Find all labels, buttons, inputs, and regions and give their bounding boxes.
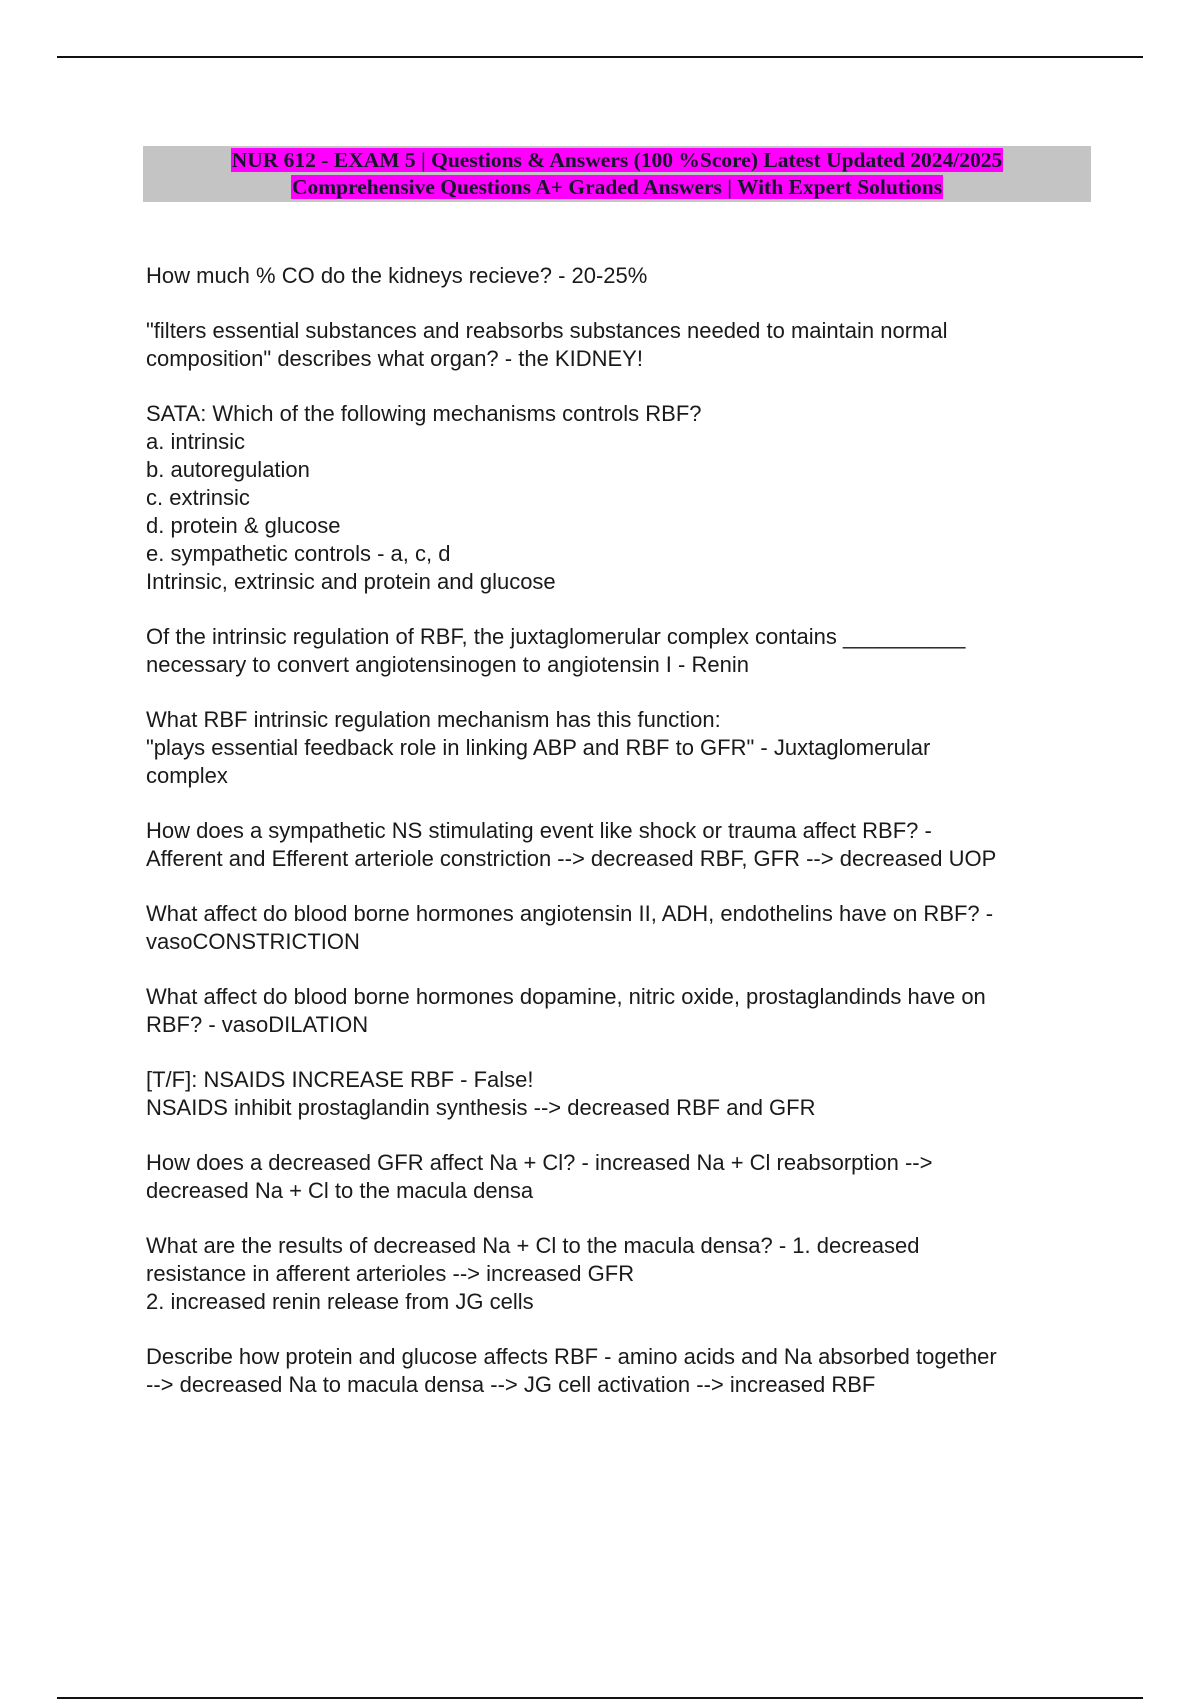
qa-line: c. extrinsic [146, 485, 250, 510]
qa-item [146, 623, 1096, 679]
document-title-banner [143, 146, 1091, 202]
qa-line: NSAIDS inhibit prostaglandin synthesis --> decreased RBF and GFR [146, 1095, 816, 1120]
qa-line: a. intrinsic [146, 429, 246, 454]
qa-line: Afferent and Efferent arteriole constriction --> decreased RBF, GFR --> decreased UOP [146, 846, 997, 871]
qa-line: 2. increased renin release from JG cells [146, 1289, 534, 1314]
qa-line: Describe how protein and glucose affects RBF - amino acids and Na absorbed together [146, 1344, 997, 1369]
qa-item [146, 706, 1096, 790]
title-line-1: NUR 612 - EXAM 5 | Questions & Answers (100 %Score) Latest Updated 2024/2025 [231, 148, 1003, 172]
qa-item [146, 1149, 1096, 1205]
qa-item [146, 262, 1096, 290]
qa-line: decreased Na + Cl to the macula densa [146, 1178, 534, 1203]
qa-line: What affect do blood borne hormones angiotensin II, ADH, endothelins have on RBF? - [146, 901, 994, 926]
qa-line: necessary to convert angiotensinogen to angiotensin I - Renin [146, 652, 749, 677]
top-rule [57, 56, 1143, 58]
qa-item [146, 900, 1096, 956]
qa-line: What are the results of decreased Na + Cl to the macula densa? - 1. decreased [146, 1233, 920, 1258]
qa-content [146, 262, 1096, 1426]
qa-line: e. sympathetic controls - a, c, d [146, 541, 451, 566]
bottom-rule [57, 1697, 1143, 1699]
qa-line: d. protein & glucose [146, 513, 341, 538]
qa-item [146, 983, 1096, 1039]
qa-line: What RBF intrinsic regulation mechanism has this function: [146, 707, 721, 732]
qa-line: What affect do blood borne hormones dopamine, nitric oxide, prostaglandinds have on [146, 984, 986, 1009]
qa-line: Intrinsic, extrinsic and protein and glucose [146, 569, 556, 594]
qa-line: vasoCONSTRICTION [146, 929, 360, 954]
title-line-2: Comprehensive Questions A+ Graded Answers | With Expert Solutions [291, 175, 943, 199]
qa-item [146, 1343, 1096, 1399]
qa-line: RBF? - vasoDILATION [146, 1012, 369, 1037]
qa-item [146, 317, 1096, 373]
qa-line: "filters essential substances and reabsorbs substances needed to maintain normal [146, 318, 948, 343]
qa-line: complex [146, 763, 228, 788]
qa-line: How does a sympathetic NS stimulating event like shock or trauma affect RBF? - [146, 818, 932, 843]
qa-item [146, 1232, 1096, 1316]
qa-line: b. autoregulation [146, 457, 310, 482]
qa-line: How much % CO do the kidneys recieve? - 20-25% [146, 263, 648, 288]
qa-line: --> decreased Na to macula densa --> JG cell activation --> increased RBF [146, 1372, 876, 1397]
qa-line: "plays essential feedback role in linking ABP and RBF to GFR" - Juxtaglomerular [146, 735, 931, 760]
qa-line: resistance in afferent arterioles --> increased GFR [146, 1261, 635, 1286]
qa-item [146, 817, 1096, 873]
qa-line: SATA: Which of the following mechanisms controls RBF? [146, 401, 702, 426]
qa-line: How does a decreased GFR affect Na + Cl? - increased Na + Cl reabsorption --> [146, 1150, 933, 1175]
qa-item [146, 1066, 1096, 1122]
qa-line: [T/F]: NSAIDS INCREASE RBF - False! [146, 1067, 534, 1092]
qa-line: Of the intrinsic regulation of RBF, the juxtaglomerular complex contains __________ [146, 624, 966, 649]
qa-item [146, 400, 1096, 596]
qa-line: composition" describes what organ? - the KIDNEY! [146, 346, 643, 371]
